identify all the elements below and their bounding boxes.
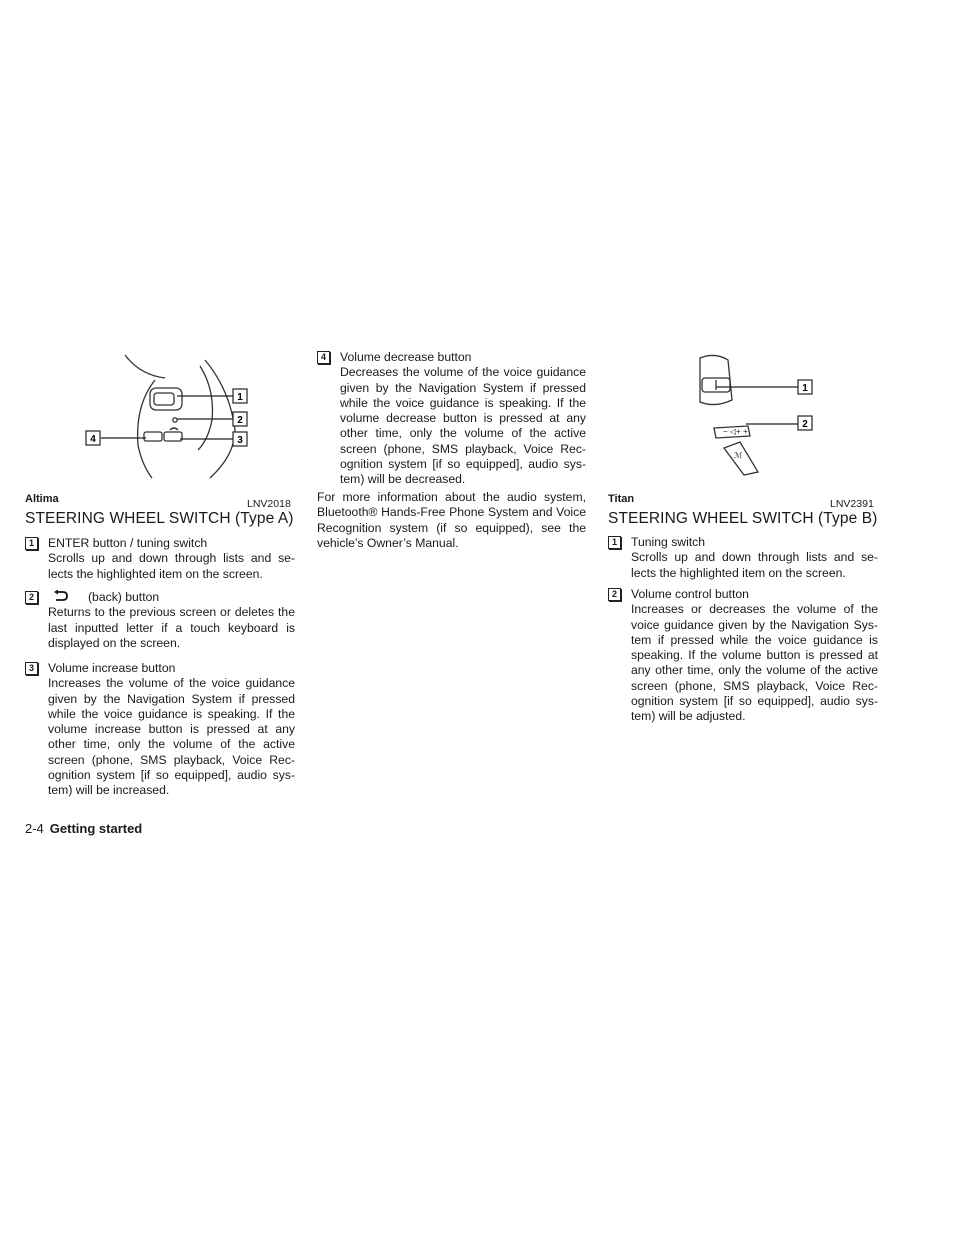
figure-code-left: LNV2018 — [247, 498, 291, 510]
titan-switch-figure — [690, 350, 830, 480]
svg-text:3: 3 — [237, 435, 243, 446]
section-title-type-b: STEERING WHEEL SWITCH (Type B) — [608, 510, 878, 527]
item-number: 3 — [25, 662, 38, 675]
figure-caption-altima: Altima — [25, 493, 59, 505]
section-title-type-a: STEERING WHEEL SWITCH (Type A) — [25, 510, 294, 527]
list-item — [608, 587, 878, 725]
svg-text:1: 1 — [237, 392, 243, 403]
svg-text:− ◁+ +: − ◁+ + — [723, 427, 748, 436]
callout-3 — [233, 432, 247, 446]
item-description: Scrolls up and down through lists and se-lects the highlighted item on the screen. — [631, 550, 878, 580]
item-number: 1 — [608, 536, 621, 549]
item-label: Volume increase button — [48, 661, 176, 675]
list-item — [608, 535, 878, 581]
callout-2 — [233, 412, 247, 426]
more-info-paragraph: For more information about the audio system, Bluetooth® Hands-Free Phone System and Voice Recognition system (if so equipped), see the vehicle’s Owner’s Manual. — [317, 490, 586, 550]
callout-2 — [798, 416, 812, 430]
item-description: Increases or decreases the volume of the voice guidance given by the Navigation Sys-tem if pressed while the voice guidance is speaking. If the volume button is pressed at any other time, only the volume of the active screen (phone, SMS playback, Voice Rec-ognition system [if so equipped], audio sys-tem) will be adjusted. — [631, 602, 878, 724]
back-arrow-icon — [54, 590, 68, 602]
list-item — [25, 661, 295, 799]
item-number: 1 — [25, 537, 38, 550]
item-number: 2 — [608, 588, 621, 601]
item-label: Tuning switch — [631, 535, 706, 549]
list-item — [317, 350, 586, 488]
figure-caption-titan: Titan — [608, 493, 635, 505]
item-label: ENTER button / tuning switch — [48, 536, 208, 550]
svg-text:2: 2 — [802, 419, 808, 430]
callout-1 — [798, 380, 812, 394]
page-footer — [25, 821, 142, 836]
item-label: (back) button — [88, 590, 160, 604]
item-number: 2 — [25, 591, 38, 604]
figure-code-right: LNV2391 — [830, 498, 874, 510]
item-description: Returns to the previous screen or deletes the last inputted letter if a touch keyboard is displayed on the screen. — [48, 605, 295, 650]
list-item — [25, 590, 295, 651]
callout-1 — [233, 389, 247, 403]
item-label: Volume control button — [631, 587, 749, 601]
page-number: 2-4 — [25, 821, 44, 836]
section-name: Getting started — [49, 821, 143, 836]
item-description: Increases the volume of the voice guidance given by the Navigation System if pressed while the voice guidance is speaking. If the volume increase button is pressed at any other time, only the volume of the active screen (phone, SMS playback, Voice Rec-ognition system [if so equipped], audio sys-tem) will be increased. — [48, 676, 295, 798]
item-label: Volume decrease button — [340, 350, 472, 364]
item-description: Scrolls up and down through lists and se-lects the highlighted item on the screen. — [48, 551, 295, 581]
list-item — [25, 536, 295, 582]
item-description: Decreases the volume of the voice guidance given by the Navigation System if pressed while the voice guidance is speaking. If the volume decrease button is pressed at any other time, only the volume of the active screen (phone, SMS playback, Voice Rec-ognition system [if so equipped], audio sys-tem) will be decreased. — [340, 365, 586, 487]
callout-4 — [86, 431, 100, 445]
svg-text:ℳ: ℳ — [734, 451, 743, 460]
item-label-row — [48, 590, 295, 605]
item-number: 4 — [317, 351, 330, 364]
svg-text:4: 4 — [90, 434, 96, 445]
svg-text:2: 2 — [237, 415, 243, 426]
altima-switch-figure — [80, 350, 295, 482]
svg-text:1: 1 — [802, 383, 808, 394]
